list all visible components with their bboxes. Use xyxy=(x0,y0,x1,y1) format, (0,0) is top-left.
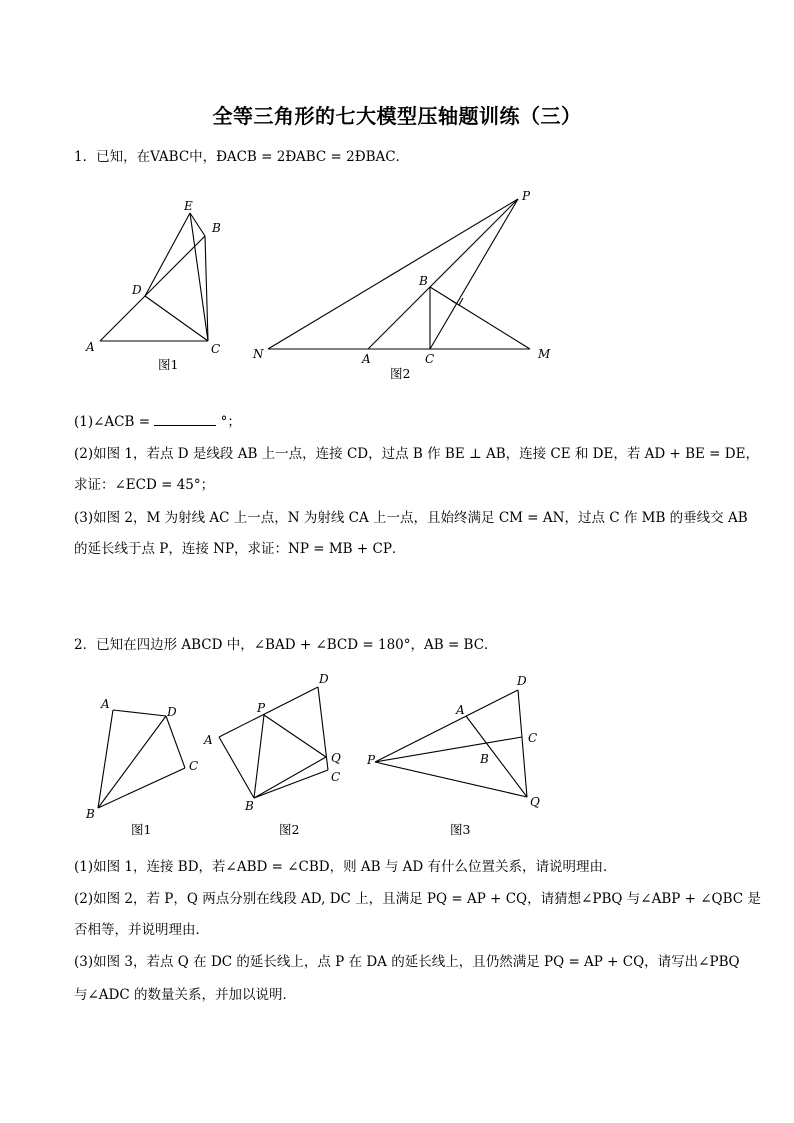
q2-fig2-label-Q: Q xyxy=(331,751,341,765)
fig2-label-P: P xyxy=(522,189,531,203)
q2-figure-2 xyxy=(219,687,328,798)
q1-part2-line1: (2)如图 1，若点 D 是线段 AB 上一点，连接 CD，过点 B 作 BE ⊥ AB，连接 CE 和 DE，若 AD + BE = DE， xyxy=(74,446,759,462)
q1-figure-2 xyxy=(268,199,530,349)
q2-fig2-label-P: P xyxy=(257,701,266,715)
q1-stem: 1．已知，在VABC中，ÐACB = 2ÐABC = 2ÐBAC． xyxy=(74,149,410,165)
fig2-caption: 图2 xyxy=(390,366,411,381)
q2-figure-3 xyxy=(375,690,527,797)
fig1-label-E: E xyxy=(184,199,193,213)
q2-fig1-label-B: B xyxy=(86,807,95,821)
q2-fig1-label-D: D xyxy=(167,705,177,719)
q2-fig2-label-B: B xyxy=(245,799,254,813)
fig2-label-B: B xyxy=(419,274,428,288)
q2-fig3-label-Q: Q xyxy=(530,795,540,809)
q2-stem: 2．已知在四边形 ABCD 中，∠BAD + ∠BCD = 180°，AB = BC． xyxy=(74,637,498,653)
fig1-caption: 图1 xyxy=(158,357,179,372)
q2-fig1-label-A: A xyxy=(101,697,110,711)
q2-fig2-label-A: A xyxy=(204,733,213,747)
q2-fig3-label-A: A xyxy=(456,703,465,717)
q2-part2-line2: 否相等，并说明理由． xyxy=(74,922,209,938)
page-title: 全等三角形的七大模型压轴题训练（三） xyxy=(212,104,582,128)
q2-part3-line1: (3)如图 3，若点 Q 在 DC 的延长线上，点 P 在 DA 的延长线上，且仍然满足 PQ = AP + CQ，请写出∠PBQ xyxy=(74,954,740,970)
fig1-label-C: C xyxy=(211,342,221,356)
q2-figure-1 xyxy=(98,710,185,808)
q2-part3-line2: 与∠ADC 的数量关系，并加以说明． xyxy=(74,987,297,1003)
fig2-label-N: N xyxy=(253,347,264,361)
fig2-label-A: A xyxy=(362,352,371,366)
q1-part2-line2: 求证：∠ECD = 45°； xyxy=(74,477,215,493)
q2-fig3-label-C: C xyxy=(528,731,538,745)
q2-fig1-label-C: C xyxy=(189,759,199,773)
q2-part2-line1: (2)如图 2，若 P，Q 两点分别在线段 AD, DC 上，且满足 PQ = AP + CQ，请猜想∠PBQ 与∠ABP + ∠QBC 是 xyxy=(74,891,761,907)
q1-part3-line2: 的延长线于点 P，连接 NP，求证：NP = MB + CP． xyxy=(74,541,406,557)
fig2-label-C: C xyxy=(425,352,435,366)
answer-blank[interactable] xyxy=(154,413,216,426)
q2-fig2-label-C: C xyxy=(331,770,341,784)
fig1-label-B: B xyxy=(212,221,221,235)
q2-fig1-caption: 图1 xyxy=(131,822,152,837)
fig1-label-A: A xyxy=(86,340,95,354)
q1-part1: (1)∠ACB = °； xyxy=(74,414,241,430)
q1-figure-1 xyxy=(100,213,208,341)
q2-fig2-caption: 图2 xyxy=(279,822,300,837)
fig1-label-D: D xyxy=(132,283,142,297)
q2-fig3-label-P: P xyxy=(367,753,376,767)
q1-part3-line1: (3)如图 2，M 为射线 AC 上一点，N 为射线 CA 上一点，且始终满足 CM = AN，过点 C 作 MB 的垂线交 AB xyxy=(74,510,748,526)
q2-part1: (1)如图 1，连接 BD，若∠ABD = ∠CBD，则 AB 与 AD 有什么位置关系，请说明理由． xyxy=(74,859,617,875)
q2-fig3-label-B: B xyxy=(480,752,489,766)
fig2-label-M: M xyxy=(538,347,551,361)
q2-fig3-label-D: D xyxy=(517,674,527,688)
q2-fig3-caption: 图3 xyxy=(450,822,471,837)
q2-fig2-label-D: D xyxy=(319,672,329,686)
